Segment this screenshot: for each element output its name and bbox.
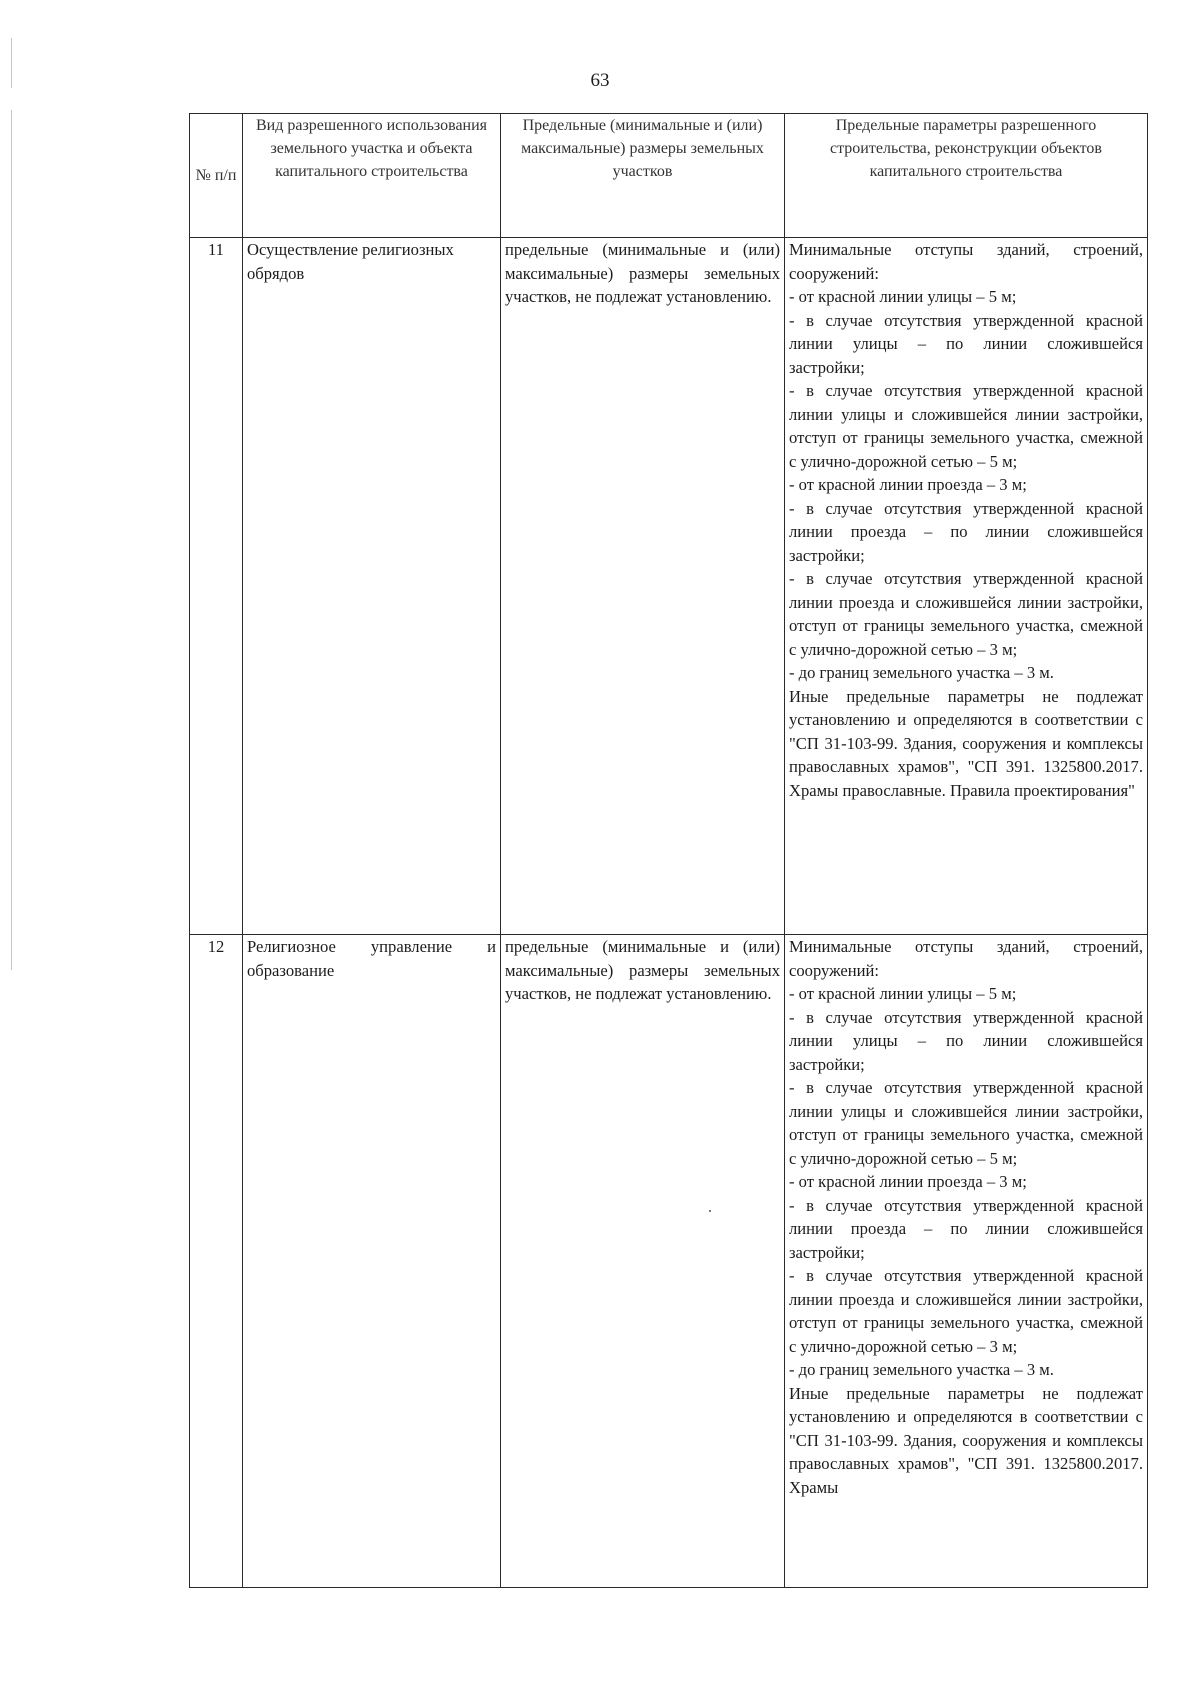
table-header-row bbox=[190, 114, 1148, 238]
param-line: - в случае отсутствия утвержденной красной линии проезда – по линии сложившейся застройки; bbox=[789, 498, 1143, 565]
param-line: - в случае отсутствия утвержденной красной линии улицы и сложившейся линии застройки, отступ от границы земельного участка, смежной с улично-дорожной сетью – 5 м; bbox=[789, 1078, 1143, 1168]
param-line: Иные предельные параметры не подлежат установлению и определяются в соответствии с "СП 31-103-99. Здания, сооружения и комплексы православных храмов", "СП 391. 1325800.2017. Храмы bbox=[789, 1383, 1143, 1497]
param-line: Минимальные отступы зданий, строений, сооружений: bbox=[789, 937, 1143, 980]
header-permitted-use: Вид разрешенного использования земельного участка и объекта капитального строительства bbox=[243, 114, 501, 238]
row-number: 11 bbox=[190, 238, 243, 935]
row-build-params bbox=[785, 238, 1148, 935]
regulations-table bbox=[189, 113, 1148, 1588]
param-line: - от красной линии улицы – 5 м; bbox=[789, 287, 1017, 306]
page-number: 63 bbox=[590, 70, 610, 91]
row-number: 12 bbox=[190, 935, 243, 1588]
header-build-params: Предельные параметры разрешенного строительства, реконструкции объектов капитального строительства bbox=[785, 114, 1148, 238]
param-line: - до границ земельного участка – 3 м. bbox=[789, 663, 1054, 682]
row-permitted-use: Религиозное управление и образование bbox=[243, 935, 501, 1588]
param-line: Иные предельные параметры не подлежат установлению и определяются в соответствии с "СП 31-103-99. Здания, сооружения и комплексы православных храмов", "СП 391. 1325800.2017. Храмы православные. Правила проектирования" bbox=[789, 686, 1143, 800]
row-plot-size: предельные (минимальные и (или) максимальные) размеры земельных участков, не подлежат установлению. bbox=[501, 238, 785, 935]
table-row bbox=[190, 238, 1148, 935]
param-line: - в случае отсутствия утвержденной красной линии проезда и сложившейся линии застройки, отступ от границы земельного участка, смежной с улично-дорожной сетью – 3 м; bbox=[789, 1266, 1143, 1356]
param-line: - в случае отсутствия утвержденной красной линии проезда – по линии сложившейся застройки; bbox=[789, 1195, 1143, 1262]
param-line: - от красной линии проезда – 3 м; bbox=[789, 1172, 1027, 1191]
param-line: - от красной линии улицы – 5 м; bbox=[789, 984, 1017, 1003]
param-line: - в случае отсутствия утвержденной красной линии улицы – по линии сложившейся застройки; bbox=[789, 1007, 1143, 1074]
param-line: Минимальные отступы зданий, строений, сооружений: bbox=[789, 240, 1143, 283]
table-row bbox=[190, 935, 1148, 1588]
header-plot-size: Предельные (минимальные и (или) максимальные) размеры земельных участков bbox=[501, 114, 785, 238]
header-number: № п/п bbox=[190, 114, 243, 238]
row-permitted-use: Осуществление религиозных обрядов bbox=[243, 238, 501, 935]
param-line: - от красной линии проезда – 3 м; bbox=[789, 475, 1027, 494]
param-line: - в случае отсутствия утвержденной красной линии улицы – по линии сложившейся застройки; bbox=[789, 310, 1143, 377]
row-plot-size: предельные (минимальные и (или) максимальные) размеры земельных участков, не подлежат установлению. bbox=[501, 935, 785, 1588]
param-line: - до границ земельного участка – 3 м. bbox=[789, 1360, 1054, 1379]
scan-speck bbox=[709, 1210, 711, 1212]
scan-margin-line bbox=[11, 110, 12, 970]
row-build-params bbox=[785, 935, 1148, 1588]
param-line: - в случае отсутствия утвержденной красной линии улицы и сложившейся линии застройки, отступ от границы земельного участка, смежной с улично-дорожной сетью – 5 м; bbox=[789, 381, 1143, 471]
param-line: - в случае отсутствия утвержденной красной линии проезда и сложившейся линии застройки, отступ от границы земельного участка, смежной с улично-дорожной сетью – 3 м; bbox=[789, 569, 1143, 659]
